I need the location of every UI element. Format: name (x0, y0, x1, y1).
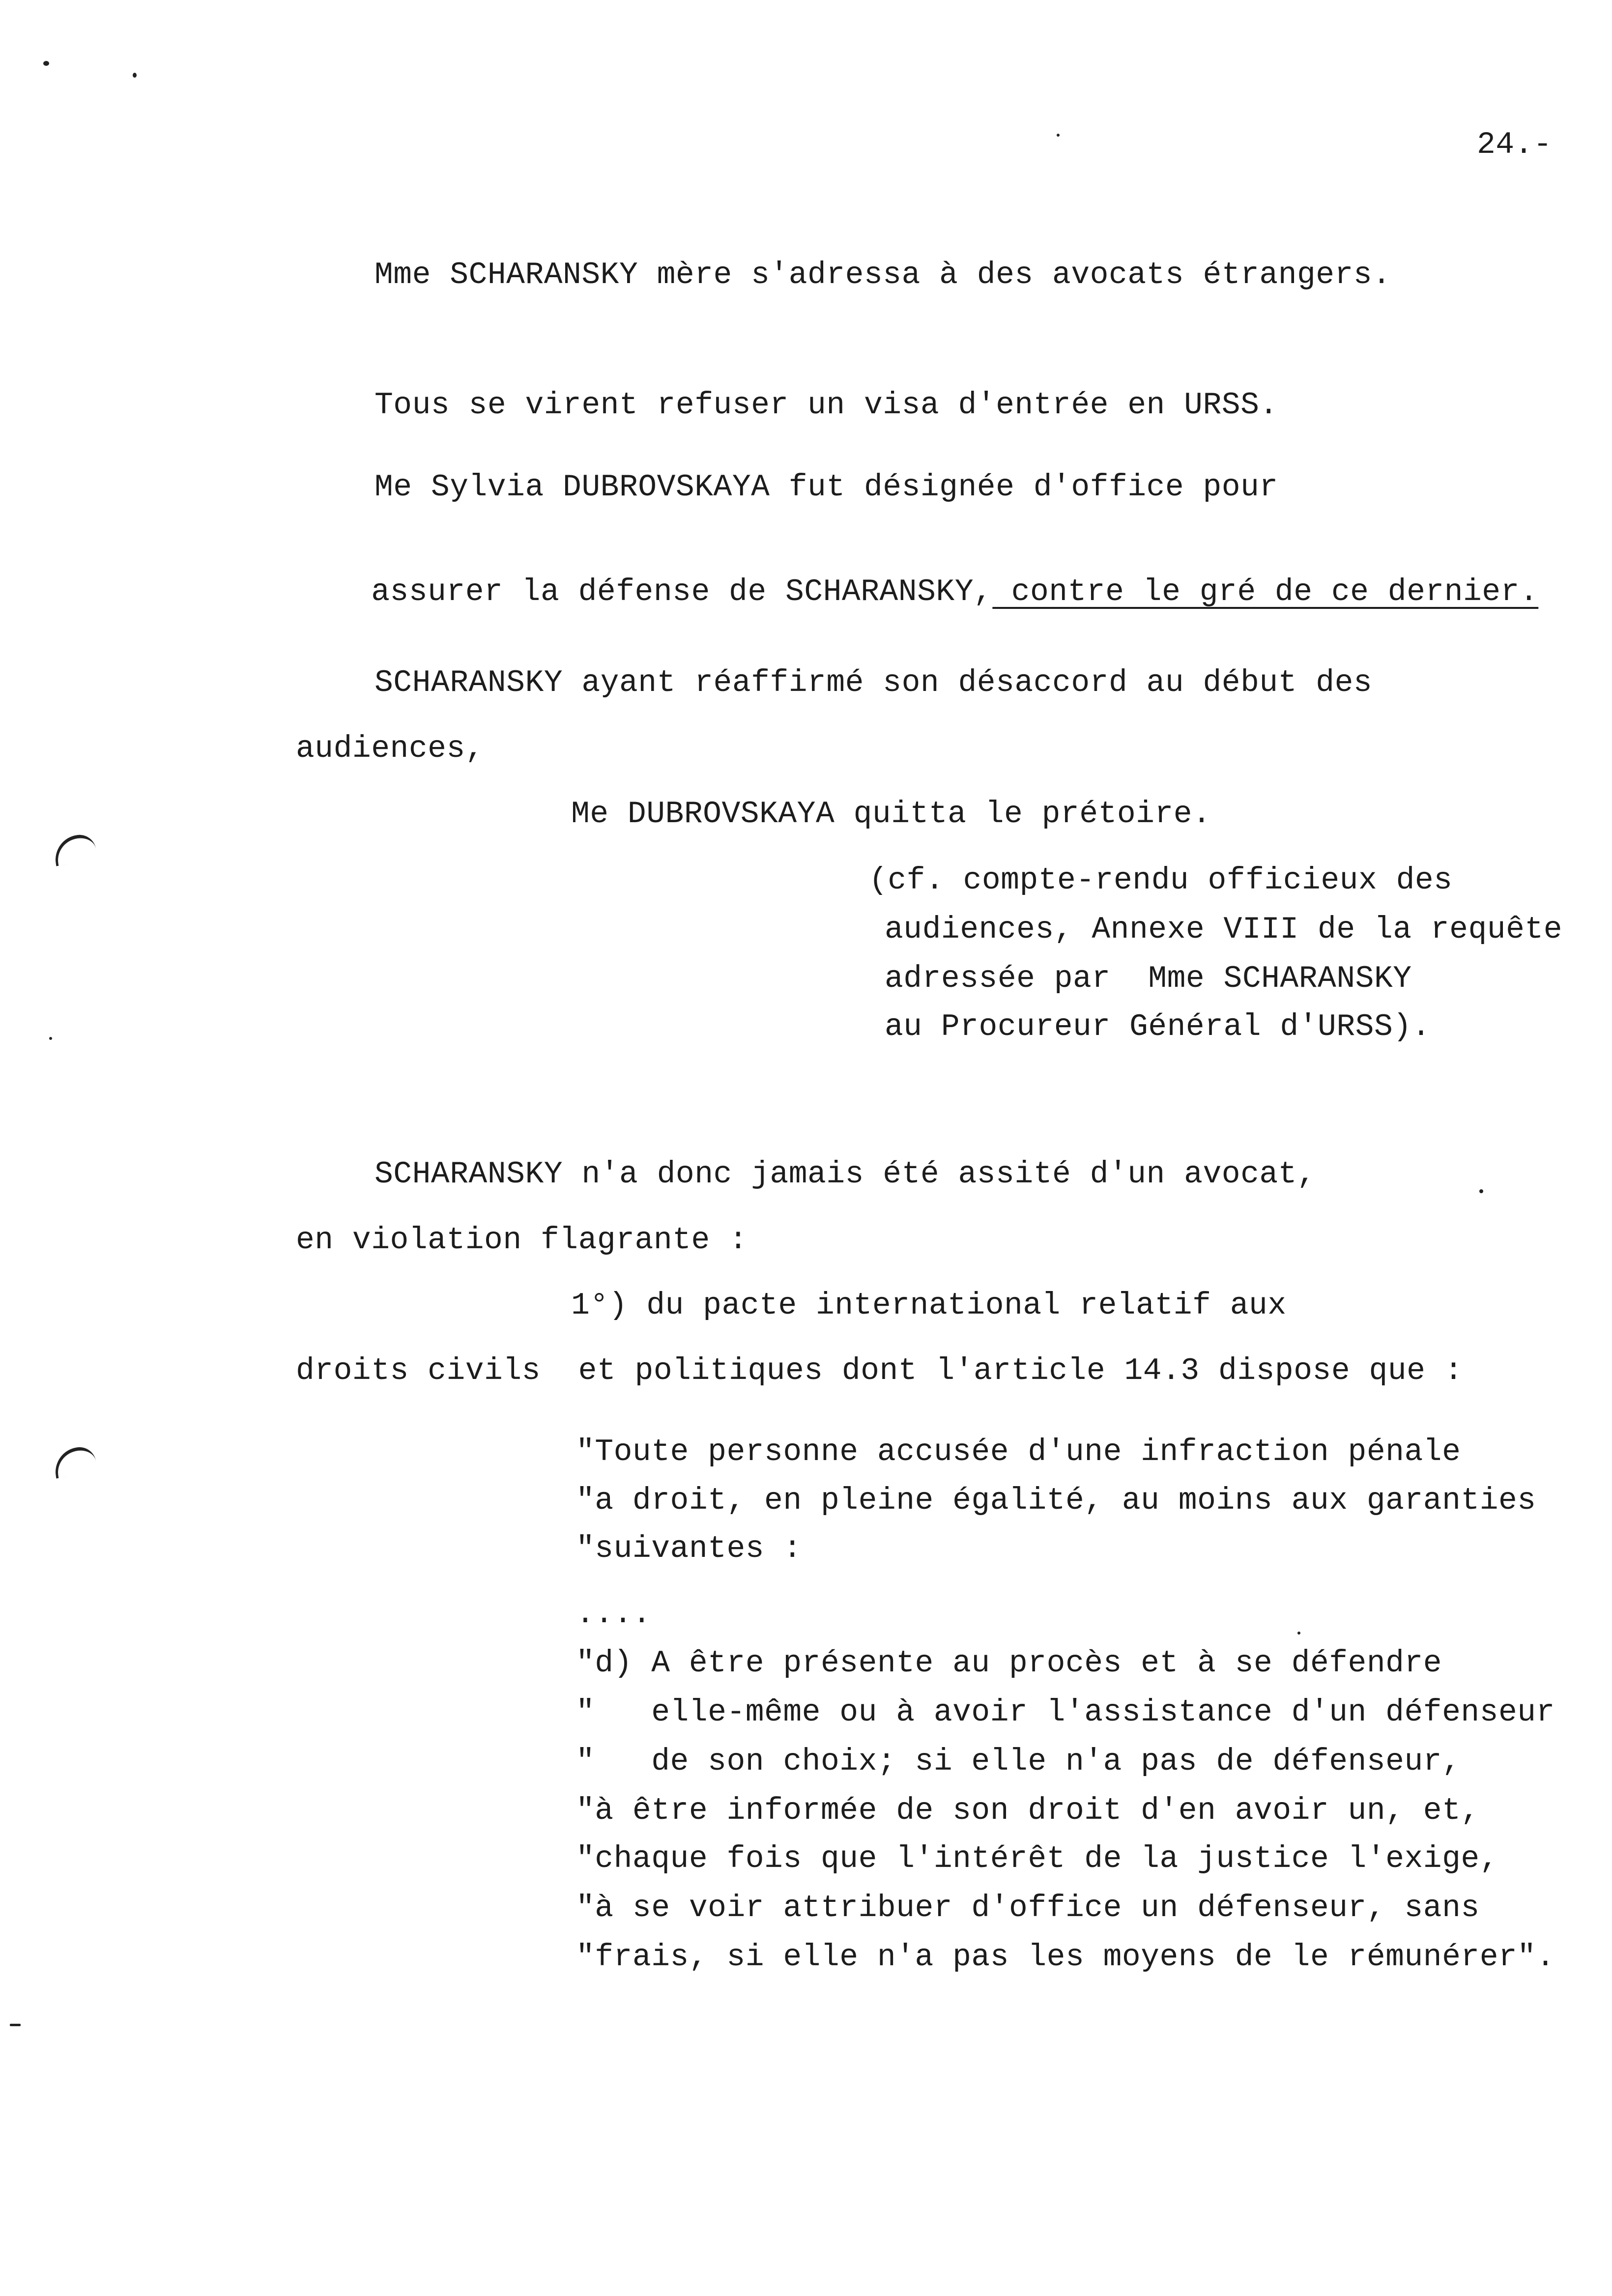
quote-ellipsis: .... (576, 1597, 652, 1632)
paragraph-line: 1°) du pacte international relatif aux (571, 1288, 1287, 1323)
quote-line: " elle-même ou à avoir l'assistance d'un défenseur (576, 1695, 1555, 1730)
paragraph-line (296, 533, 1538, 651)
paragraph-line: Mme SCHARANSKY mère s'adressa à des avocats étrangers. (374, 258, 1391, 292)
paragraph-line: droits civils et politiques dont l'article 14.3 dispose que : (296, 1353, 1463, 1388)
paragraph-line: Me Sylvia DUBROVSKAYA fut désignée d'office pour (374, 470, 1278, 505)
quote-line: "a droit, en pleine égalité, au moins aux garanties (576, 1483, 1536, 1518)
paragraph-line: SCHARANSKY ayant réaffirmé son désaccord au début des (374, 665, 1373, 700)
quote-line: "frais, si elle n'a pas les moyens de le rémunérer". (576, 1940, 1555, 1975)
paragraph-line: Tous se virent refuser un visa d'entrée en URSS. (374, 388, 1278, 423)
paragraph-line: Me DUBROVSKAYA quitta le prétoire. (571, 797, 1211, 832)
quote-line: "chaque fois que l'intérêt de la justice l'exige, (576, 1841, 1499, 1876)
scan-speck (43, 61, 49, 66)
paragraph-line: audiences, (296, 731, 485, 766)
quote-line: "à être informée de son droit d'en avoir un, et, (576, 1793, 1480, 1828)
reference-line: au Procureur Général d'URSS). (885, 1009, 1431, 1044)
scan-speck (49, 1037, 52, 1040)
reference-line: audiences, Annexe VIII de la requête (885, 912, 1563, 947)
quote-line: "suivantes : (576, 1531, 802, 1566)
quote-line: "d) A être présente au procès et à se défendre (576, 1646, 1442, 1681)
punch-hole-mark (52, 1445, 97, 1478)
scan-speck (1297, 1632, 1300, 1635)
scan-speck (1479, 1189, 1483, 1193)
reference-line: (cf. compte-rendu officieux des (869, 863, 1453, 898)
paragraph-text: assurer la défense de SCHARANSKY, (371, 574, 993, 609)
punch-hole-mark (52, 832, 97, 866)
reference-line: adressée par Mme SCHARANSKY (885, 961, 1412, 996)
quote-line: "à se voir attribuer d'office un défenseur, sans (576, 1891, 1480, 1925)
scan-speck (1057, 134, 1060, 137)
quote-line: " de son choix; si elle n'a pas de défenseur, (576, 1744, 1461, 1779)
scan-speck (133, 73, 137, 78)
page-number: 24.- (1477, 127, 1553, 162)
quote-line: "Toute personne accusée d'une infraction pénale (576, 1435, 1461, 1469)
paragraph-line: SCHARANSKY n'a donc jamais été assité d'un avocat, (374, 1157, 1316, 1192)
scan-speck (10, 2024, 21, 2026)
paragraph-line: en violation flagrante : (296, 1223, 748, 1258)
underlined-phrase: contre le gré de ce dernier. (992, 574, 1539, 609)
